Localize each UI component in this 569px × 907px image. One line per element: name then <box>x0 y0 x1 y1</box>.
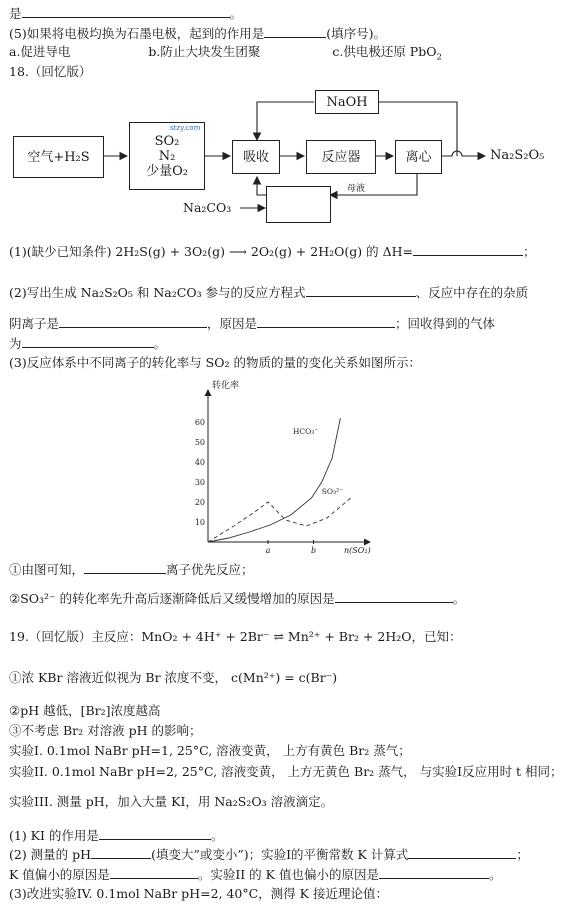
q18-2c: 为 。 <box>9 336 167 351</box>
q19-exp-2: 实验II. 0.1mol NaBr pH=2, 25°C, 溶液变黄， 上方无黄色 Br₂ 蒸气， 与实验I反应用时 t 相同； <box>9 764 563 779</box>
series-so3 <box>208 498 351 542</box>
product-label: Na₂S₂O₅ <box>490 148 545 163</box>
q18-3-2: ②SO₃²⁻ 的转化率先升高后逐渐降低后又缓慢增加的原因是 。 <box>9 591 466 606</box>
naoh-box: NaOH <box>315 90 379 114</box>
q19-known-2: ②pH 越低，[Br₂]浓度越高 <box>9 703 161 718</box>
y-tick-label: 60 <box>194 418 205 427</box>
q5-options <box>9 44 563 63</box>
q18-3-1: ①由图可知， 离子优先反应； <box>9 562 254 577</box>
q19-2b: K 值偏小的原因是 。实验II 的 K 值也偏小的原因是 。 <box>9 867 502 882</box>
mixer-box <box>266 186 331 223</box>
y-tick-label: 30 <box>194 478 205 487</box>
x-axis-label: n(SO₂) <box>344 546 371 554</box>
option-b: b.防止大块发生团聚 <box>148 44 261 59</box>
q19-known-1: ①浓 KBr 溶液近似视为 Br 浓度不变， c(Mn²⁺) = c(Br⁻) <box>9 670 338 685</box>
x-tick-label: b <box>310 546 317 554</box>
q18-2a: (2)写出生成 Na₂S₂O₅ 和 Na₂CO₃ 参与的反应方程式 、反应中存在的杂质 <box>9 285 529 300</box>
q19-exp-3: 实验III. 测量 pH，加入大量 KI，用 Na₂S₂O₃ 溶液滴定。 <box>9 794 334 809</box>
q18-header: 18.（回忆版） <box>9 64 92 79</box>
feed-box: 空气+H₂S <box>13 136 104 178</box>
gas-box: SO₂ N₂ 少量O₂ <box>129 122 205 190</box>
reactor-box: 反应器 <box>306 140 376 174</box>
series-hco3 <box>208 418 340 542</box>
q19-known-3: ③不考虑 Br₂ 对溶液 pH 的影响； <box>9 723 202 738</box>
q19-2a: (2) 测量的 pH (填变大”或变小”)；实验I的平衡常数 K 计算式 ； <box>9 847 529 862</box>
flow-diagram <box>0 82 569 234</box>
top-line: 是 。 <box>9 6 243 21</box>
y-tick-label: 20 <box>194 498 205 507</box>
watermark: stzy.com <box>170 124 201 132</box>
q5-line: (5)如果将电极均换为石墨电极，起到的作用是 (填序号)。 <box>9 26 386 41</box>
centrifuge-box: 离心 <box>395 140 442 174</box>
q19-header: 19.（回忆版）主反应：MnO₂ + 4H⁺ + 2Br⁻ ⇌ Mn²⁺ + Br₂ + 2H₂O，已知： <box>9 629 462 644</box>
q18-1: (1)(缺少已知条件) 2H₂S(g) + 3O₂(g) ⟶ 2O₂(g) + 2H₂O(g) 的 ΔH= ； <box>9 244 536 259</box>
series-label-hco3: HCO₃⁻ <box>292 427 319 436</box>
mother-liquor-label: 母液 <box>347 184 366 194</box>
option-a: a.促进导电 <box>9 44 71 59</box>
option-c: c.供电极还原 PbO$_2$ <box>332 44 442 63</box>
y-tick-label: 50 <box>194 438 205 447</box>
absorb-box: 吸收 <box>232 140 280 174</box>
y-axis-label: 转化率 <box>212 381 240 391</box>
y-tick-label: 10 <box>194 518 205 527</box>
q19-3: (3)改进实验IV. 0.1mol NaBr pH=2, 40°C，测得 K 接近理论值： <box>9 886 388 901</box>
conversion-chart <box>190 374 380 554</box>
q18-2b: 阴离子是 ，原因是 ；回收得到的气体 <box>9 316 496 331</box>
q18-3: (3)反应体系中不同离子的转化率与 SO₂ 的物质的量的变化关系如图所示： <box>9 355 421 370</box>
q19-1: (1) KI 的作用是 。 <box>9 828 224 843</box>
x-tick-label: a <box>265 546 271 554</box>
na2co3-label: Na₂CO₃ <box>183 200 232 215</box>
y-tick-label: 40 <box>194 458 205 467</box>
q19-exp-1: 实验I. 0.1mol NaBr pH=1, 25°C, 溶液变黄， 上方有黄色 Br₂ 蒸气； <box>9 743 411 758</box>
series-label-so3: SO₃²⁻ <box>321 487 344 496</box>
